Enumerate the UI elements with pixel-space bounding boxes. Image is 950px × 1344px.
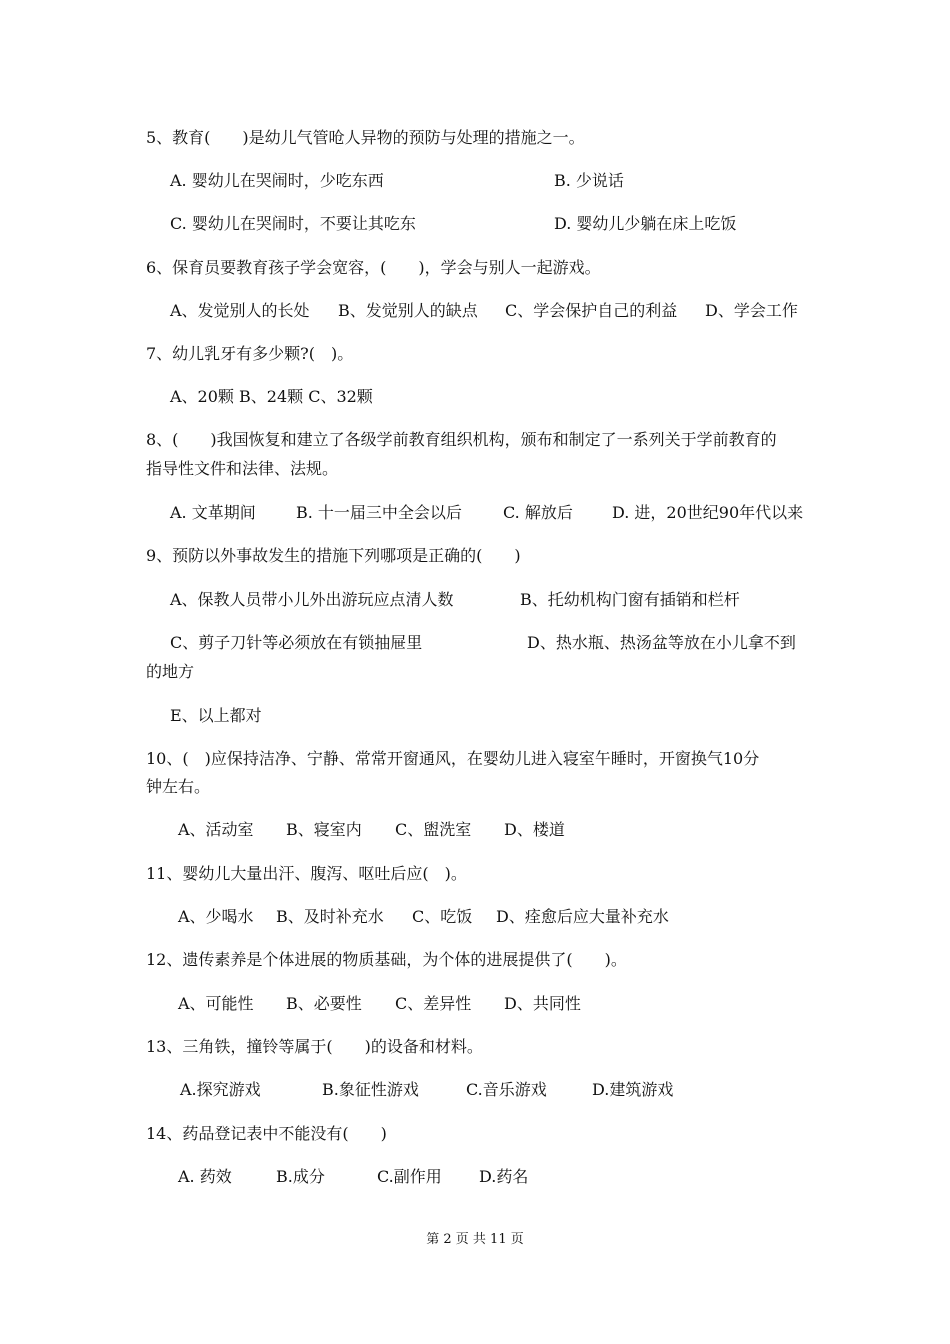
option-9c: C、剪子刀针等必须放在有锁抽屉里: [170, 633, 423, 652]
option-13b: B.象征性游戏: [322, 1080, 419, 1099]
option-12c: C、差异性: [395, 994, 472, 1013]
option-8c: C. 解放后: [503, 503, 573, 522]
option-9e: E、以上都对: [170, 706, 262, 725]
option-9d: D、热水瓶、热汤盆等放在小儿拿不到: [527, 633, 796, 652]
option-8b: B. 十一届三中全会以后: [296, 503, 462, 522]
option-12d: D、共同性: [504, 994, 581, 1013]
option-12b: B、必要性: [286, 994, 362, 1013]
question-8: 8、( )我国恢复和建立了各级学前教育组织机构，颁布和制定了一系列关于学前教育的: [146, 430, 777, 449]
option-13a: A.探究游戏: [180, 1080, 261, 1099]
option-10d: D、楼道: [504, 820, 565, 839]
option-13d: D.建筑游戏: [592, 1080, 674, 1099]
option-11c: C、吃饭: [412, 907, 473, 926]
question-11: 11、婴幼儿大量出汗、腹泻、呕吐后应( )。: [146, 864, 467, 883]
option-11d: D、痊愈后应大量补充水: [496, 907, 669, 926]
option-9b: B、托幼机构门窗有插销和栏杆: [520, 590, 740, 609]
option-6b: B、发觉别人的缺点: [338, 301, 478, 320]
question-14: 14、药品登记表中不能没有( ): [146, 1124, 387, 1143]
option-6c: C、学会保护自己的利益: [505, 301, 678, 320]
option-5c: C. 婴幼儿在哭闹时，不要让其吃东: [170, 214, 416, 233]
option-5a: A. 婴幼儿在哭闹时，少吃东西: [170, 171, 384, 190]
question-10: 10、( )应保持洁净、宁静、常常开窗通风，在婴幼儿进入寝室午睡时，开窗换气10分: [146, 749, 760, 768]
option-14a: A. 药效: [178, 1167, 232, 1186]
question-5: 5、教育( )是幼儿气管呛人异物的预防与处理的措施之一。: [146, 128, 585, 147]
question-12: 12、遗传素养是个体进展的物质基础，为个体的进展提供了( )。: [146, 950, 627, 969]
question-6: 6、保育员要教育孩子学会宽容，( )，学会与别人一起游戏。: [146, 258, 601, 277]
option-14d: D.药名: [479, 1167, 529, 1186]
option-10a: A、活动室: [178, 820, 254, 839]
option-13c: C.音乐游戏: [466, 1080, 547, 1099]
option-14c: C.副作用: [377, 1167, 442, 1186]
option-11b: B、及时补充水: [276, 907, 384, 926]
option-8d: D. 进，20世纪90年代以来: [612, 503, 804, 522]
option-6a: A、发觉别人的长处: [170, 301, 310, 320]
option-12a: A、可能性: [178, 994, 254, 1013]
option-8a: A. 文革期间: [170, 503, 256, 522]
question-8-cont: 指导性文件和法律、法规。: [146, 459, 339, 478]
question-10-cont: 钟左右。: [146, 777, 211, 796]
option-10b: B、寝室内: [286, 820, 362, 839]
option-5b: B. 少说话: [554, 171, 624, 190]
option-11a: A、少喝水: [178, 907, 254, 926]
option-10c: C、盥洗室: [395, 820, 472, 839]
question-9: 9、预防以外事故发生的措施下列哪项是正确的( ): [146, 546, 521, 565]
option-7: A、20颗 B、24颗 C、32颗: [170, 387, 373, 406]
option-14b: B.成分: [276, 1167, 325, 1186]
question-7: 7、幼儿乳牙有多少颗?( )。: [146, 344, 354, 363]
option-5d: D. 婴幼儿少躺在床上吃饭: [554, 214, 737, 233]
option-9d-cont: 的地方: [146, 662, 195, 681]
option-6d: D、学会工作: [705, 301, 798, 320]
page-footer: 第 2 页 共 11 页: [426, 1232, 524, 1247]
question-13: 13、三角铁，撞铃等属于( )的设备和材料。: [146, 1037, 483, 1056]
option-9a: A、保教人员带小儿外出游玩应点清人数: [170, 590, 454, 609]
